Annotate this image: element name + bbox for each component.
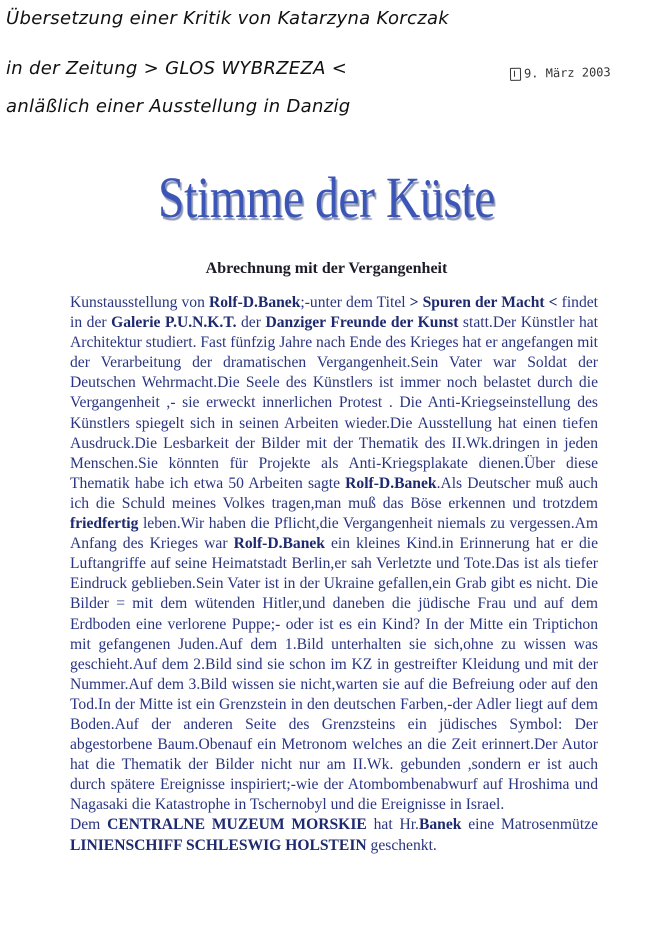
artist-surname: Banek: [418, 816, 462, 834]
text-run: ein kleines Kind.in Erinnerung hat er die Luftangriffe auf seine Heimatstadt Berlin,er sah Verletzte und Tote.Das ist als tiefer Eindruck geblieben.Sein Vater ist in der Ukraine gefallen,ein Grab gibt es nicht. Die Bilder = mit dem wütenden Hitler,und daneben die jüdische Frau und auf dem Erdboden eine verlorene Puppe;- oder ist es ein Kind? In der Mitte ein Triptichon mit gefangenen Juden.Auf dem 1.Bild unterhalten sie sich,ohne zu wissen was geschieht.Auf dem 2.Bild sind sie schon im KZ in gestreifter Kleidung und mit der Nummer.Auf dem 3.Bild wissen sie nicht,warten sie auf die Befreiung oder auf den Tod.In der Mitte ist ein Grenzstein in den deutschen Farben,-der Adler liegt auf dem Boden.Auf der anderen Seite des Grenzsteins ein jüdisches Symbol: Der abgestorbene Baum.Obenauf ein Metronom welches an die Zeit erinnert.Der Autor hat die Thematik der Bilder nicht nur am II.Wk. gebunden ,sondern er ist auch durch spätere Ereignisse inspiriert;-wie der Atombombenabwurf auf Hroshima und Nagasaki die Katastrophe in Tschernobyl und die Ereignisse in Israel.: [70, 535, 598, 814]
artist-name: Rolf-D.Banek: [345, 474, 437, 492]
ship-name: LINIENSCHIFF SCHLESWIG HOLSTEIN: [70, 836, 367, 854]
text-run: .Als Deutscher muß auch ich die Schuld meines Volkes tragen,man muß das Böse erkennen und trotzdem: [70, 474, 598, 512]
text-run: Kunstausstellung von: [70, 294, 209, 311]
stamp-mark-icon: [510, 67, 521, 80]
text-run: der: [236, 314, 266, 332]
handwritten-note-line-3: anläßlich einer Ausstellung in Danzig: [6, 96, 351, 117]
text-run: ;-unter dem Titel: [300, 294, 410, 311]
article-paragraph-2: [70, 815, 598, 855]
gallery-name: Galerie P.U.N.K.T.: [111, 314, 237, 332]
artist-name: Rolf-D.Banek: [208, 294, 301, 311]
text-run: hat Hr.: [366, 816, 419, 834]
article-headline: Stimme der Küste: [158, 165, 495, 230]
date-stamp: [510, 65, 611, 81]
article-paragraph-1: [70, 293, 598, 815]
article-body: [70, 293, 598, 856]
article-subheadline: Abrechnung mit der Vergangenheit: [205, 260, 448, 277]
text-run: Dem: [70, 816, 108, 834]
text-run: statt.Der Künstler hat Architektur studiert. Fast fünfzig Jahre nach Ende des Krieges hat er angefangen mit der Verarbeitung der dramatischen Vergangenheit.Sein Vater war Soldat der Deutschen Wehrmacht.Die Seele des Künstlers ist immer noch belastet durch die Vergangenheit ,- sie erweckt innerlichen Protest . Die Anti-Kriegseinstellung des Künstlers spiegelt sich in seinen Arbeiten wieder.Die Ausstellung hat einen tiefen Ausdruck.Die Lesbarkeit der Bilder mit der Thematik des II.Wk.dringen in jeden Menschen.Sie könnten für Projekte als Anti-Kriegsplakate dienen.Über diese Thematik habe ich etwa 50 Arbeiten sagte: [70, 314, 599, 492]
text-run: leben.Wir haben die Pflicht,die Vergangenheit niemals zu vergessen.Am Anfang des Krieges war: [70, 515, 598, 553]
text-run: geschenkt.: [366, 836, 437, 854]
text-run: findet in der: [70, 294, 599, 332]
artist-name: Rolf-D.Banek: [233, 535, 325, 553]
museum-name: CENTRALNE MUZEUM MORSKIE: [107, 816, 367, 834]
emphasis-word: friedfertig: [70, 515, 139, 533]
handwritten-note-line-2: in der Zeitung > GLOS WYBRZEZA <: [6, 58, 348, 79]
handwritten-note-line-1: Übersetzung einer Kritik von Katarzyna Korczak: [6, 8, 449, 29]
stamp-date: 9. März 2003: [523, 65, 611, 81]
society-name: Danziger Freunde der Kunst: [265, 314, 459, 332]
text-run: eine Matrosenmütze: [461, 816, 598, 834]
exhibition-title: > Spuren der Macht <: [409, 294, 558, 311]
